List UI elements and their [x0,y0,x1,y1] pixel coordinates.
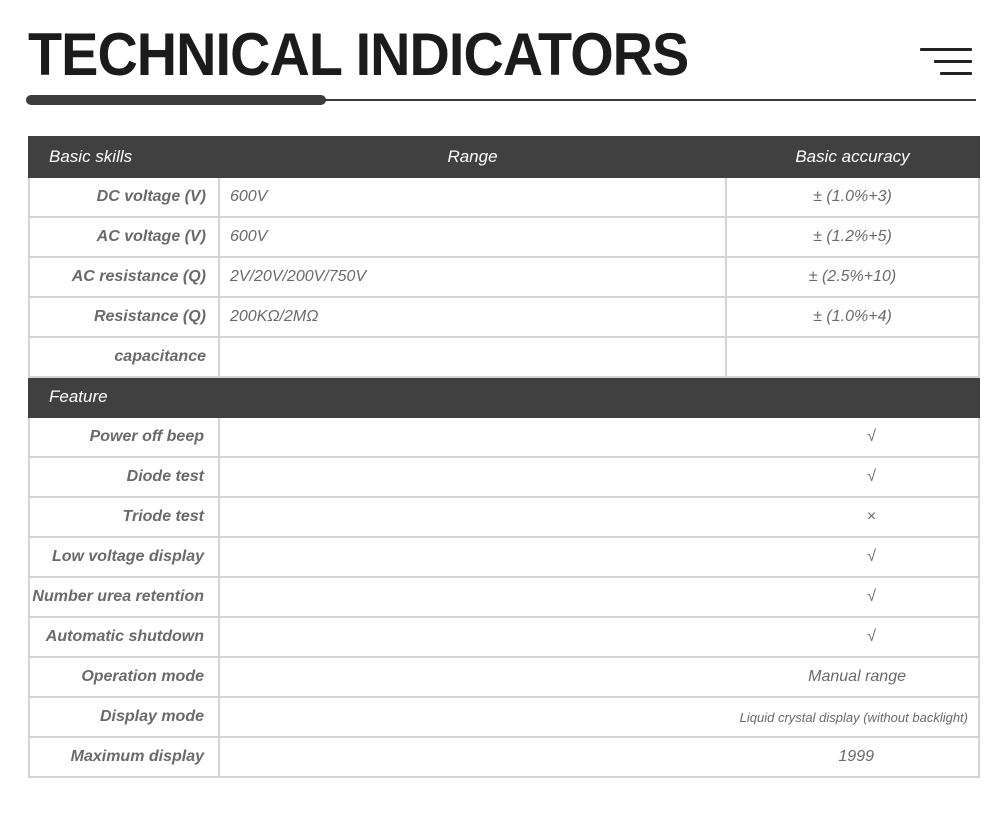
feature-header-row [29,377,979,417]
range-cell: 600V [219,217,726,257]
title-underline-accent [26,95,326,105]
skill-label: AC resistance (Q) [29,257,219,297]
feature-row [29,577,979,617]
feature-label: Low voltage display [29,537,219,577]
skill-label: DC voltage (V) [29,177,219,217]
technical-indicators-table [28,136,980,778]
skill-label: AC voltage (V) [29,217,219,257]
feature-value: 1999 [219,737,979,777]
accuracy-cell [726,337,979,377]
feature-row [29,457,979,497]
column-header-range: Range [219,137,726,177]
feature-label: Number urea retention [29,577,219,617]
range-cell: 200KΩ/2MΩ [219,297,726,337]
table-row [29,177,979,217]
feature-row [29,617,979,657]
feature-value: Liquid crystal display (without backlight) [219,697,979,737]
page-title: TECHNICAL INDICATORS [28,21,689,88]
table-row [29,257,979,297]
feature-label: Operation mode [29,657,219,697]
table-row [29,337,979,377]
accuracy-cell: ± (1.0%+3) [726,177,979,217]
feature-value: √ [219,537,979,577]
skill-label: Resistance (Q) [29,297,219,337]
feature-heading: Feature [29,377,979,417]
menu-line [940,72,972,75]
table-row [29,297,979,337]
feature-value: √ [219,457,979,497]
column-header-basic-skills: Basic skills [29,137,219,177]
column-header-basic-accuracy: Basic accuracy [726,137,979,177]
skill-label: capacitance [29,337,219,377]
menu-line [920,48,972,51]
menu-line [934,60,972,63]
feature-value: × [219,497,979,537]
range-cell [219,337,726,377]
table-header-row [29,137,979,177]
feature-row [29,737,979,777]
range-cell: 2V/20V/200V/750V [219,257,726,297]
feature-label: Automatic shutdown [29,617,219,657]
feature-row [29,657,979,697]
feature-row [29,697,979,737]
feature-row [29,417,979,457]
accuracy-cell: ± (2.5%+10) [726,257,979,297]
feature-value: √ [219,577,979,617]
feature-label: Diode test [29,457,219,497]
feature-label: Display mode [29,697,219,737]
feature-label: Triode test [29,497,219,537]
accuracy-cell: ± (1.0%+4) [726,297,979,337]
feature-value: √ [219,417,979,457]
feature-row [29,537,979,577]
table-row [29,217,979,257]
hamburger-menu-icon[interactable] [920,48,972,76]
feature-value: √ [219,617,979,657]
feature-label: Maximum display [29,737,219,777]
feature-value: Manual range [219,657,979,697]
range-cell: 600V [219,177,726,217]
feature-label: Power off beep [29,417,219,457]
accuracy-cell: ± (1.2%+5) [726,217,979,257]
feature-row [29,497,979,537]
